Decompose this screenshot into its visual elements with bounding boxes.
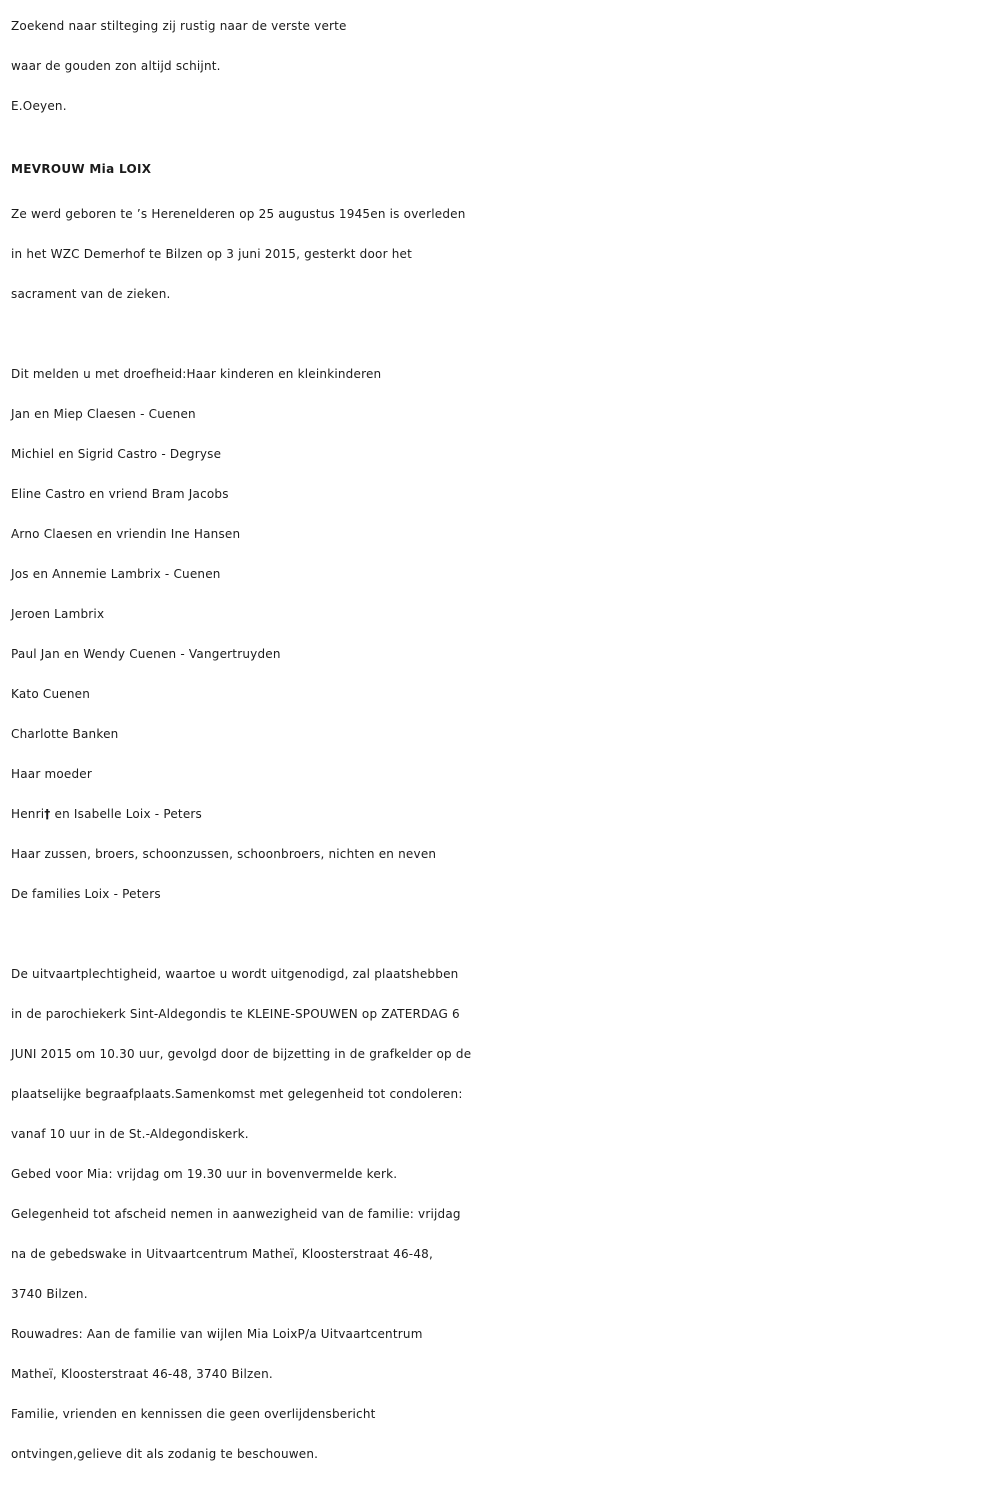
family-member: Jan en Miep Claesen - Cuenen xyxy=(11,407,196,421)
spacer xyxy=(11,914,996,954)
poem-line: Zoekend naar stilteging zij rustig naar de verste verte xyxy=(11,19,347,33)
family-member: Jos en Annemie Lambrix - Cuenen xyxy=(11,567,221,581)
family-member: Jeroen Lambrix xyxy=(11,607,105,621)
henri-name: Henri xyxy=(11,807,45,821)
intro-line: in het WZC Demerhof te Bilzen op 3 juni 2015, gesterkt door het xyxy=(11,247,413,261)
ceremony-line: Gebed voor Mia: vrijdag om 19.30 uur in bovenvermelde kerk. xyxy=(11,1167,398,1181)
ceremony-section xyxy=(11,954,996,1474)
obituary-document xyxy=(11,6,996,1474)
family-section xyxy=(11,354,996,914)
family-member: Haar moeder xyxy=(11,767,93,781)
intro-line: sacrament van de zieken. xyxy=(11,287,171,301)
family-member: Michiel en Sigrid Castro - Degryse xyxy=(11,447,222,461)
ceremony-line: Familie, vrienden en kennissen die geen overlijdensbericht xyxy=(11,1407,376,1421)
ceremony-line: ontvingen,gelieve dit als zodanig te beschouwen. xyxy=(11,1447,319,1461)
ceremony-line: Gelegenheid tot afscheid nemen in aanwezigheid van de familie: vrijdag xyxy=(11,1207,461,1221)
ceremony-line: 3740 Bilzen. xyxy=(11,1287,88,1301)
poem-author: E.Oeyen. xyxy=(11,99,67,113)
ceremony-line: JUNI 2015 om 10.30 uur, gevolgd door de bijzetting in de grafkelder op de xyxy=(11,1047,472,1061)
ceremony-line: Rouwadres: Aan de familie van wijlen Mia LoixP/a Uitvaartcentrum xyxy=(11,1327,423,1341)
family-member: Paul Jan en Wendy Cuenen - Vangertruyden xyxy=(11,647,281,661)
ceremony-line: De uitvaartplechtigheid, waartoe u wordt uitgenodigd, zal plaatshebben xyxy=(11,967,459,981)
intro-line: Ze werd geboren te ’s Herenelderen op 25 augustus 1945en is overleden xyxy=(11,207,466,221)
cross-icon: † xyxy=(44,807,51,821)
family-member: Arno Claesen en vriendin Ine Hansen xyxy=(11,527,241,541)
ceremony-line: na de gebedswake in Uitvaartcentrum Matheï, Kloosterstraat 46-48, xyxy=(11,1247,434,1261)
family-member: Haar zussen, broers, schoonzussen, schoonbroers, nichten en neven xyxy=(11,847,437,861)
deceased-name-title: MEVROUW Mia LOIX xyxy=(11,162,152,176)
family-member: Kato Cuenen xyxy=(11,687,91,701)
poem-line: waar de gouden zon altijd schijnt. xyxy=(11,59,221,73)
ceremony-line: plaatselijke begraafplaats.Samenkomst met gelegenheid tot condoleren: xyxy=(11,1087,463,1101)
family-member: Eline Castro en vriend Bram Jacobs xyxy=(11,487,229,501)
ceremony-line: vanaf 10 uur in de St.-Aldegondiskerk. xyxy=(11,1127,249,1141)
intro-section xyxy=(11,194,996,314)
family-member: Charlotte Banken xyxy=(11,727,119,741)
ceremony-line: in de parochiekerk Sint-Aldegondis te KLEINE-SPOUWEN op ZATERDAG 6 xyxy=(11,1007,460,1021)
spacer xyxy=(11,314,996,354)
family-member-henri xyxy=(11,794,996,834)
henri-suffix: en Isabelle Loix - Peters xyxy=(50,807,202,821)
family-heading: Dit melden u met droefheid:Haar kinderen en kleinkinderen xyxy=(11,367,382,381)
family-member: De families Loix - Peters xyxy=(11,887,161,901)
ceremony-line: Matheï, Kloosterstraat 46-48, 3740 Bilzen. xyxy=(11,1367,273,1381)
poem-section xyxy=(11,6,996,126)
